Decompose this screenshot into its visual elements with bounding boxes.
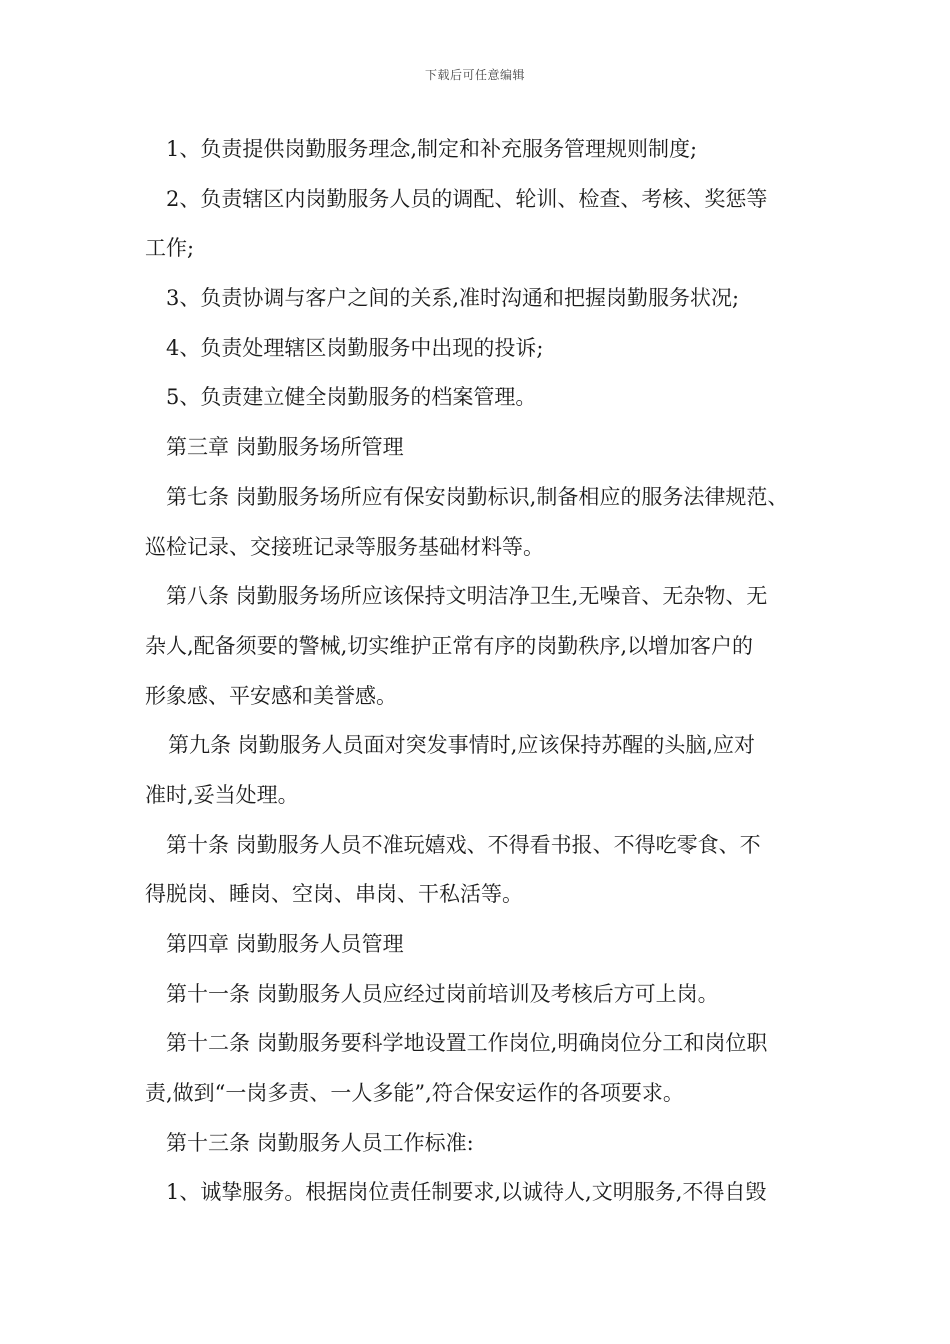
paragraph-line: 杂人,配备须要的警械,切实维护正常有序的岗勤秩序,以增加客户的 [145,633,754,658]
paragraph-line: 第十三条 岗勤服务人员工作标准: [166,1130,474,1155]
paragraph-line: 工作; [145,236,195,261]
paragraph-line: 得脱岗、睡岗、空岗、串岗、干私活等。 [145,882,523,907]
paragraph-line: 第十二条 岗勤服务要科学地设置工作岗位,明确岗位分工和岗位职 [166,1031,768,1056]
paragraph-line: 第八条 岗勤服务场所应该保持文明洁净卫生,无噪音、无杂物、无 [166,584,768,609]
paragraph-line: 2、负责辖区内岗勤服务人员的调配、轮训、检查、考核、奖惩等 [166,186,768,211]
chapter-heading: 第四章 岗勤服务人员管理 [166,932,404,956]
paragraph-line: 准时,妥当处理。 [145,782,299,807]
paragraph-line: 3、负责协调与客户之间的关系,准时沟通和把握岗勤服务状况; [166,286,740,311]
paragraph-line: 形象感、平安感和美誉感。 [145,683,397,708]
paragraph-line: 巡检记录、交接班记录等服务基础材料等。 [145,534,544,559]
chapter-heading: 第三章 岗勤服务场所管理 [166,435,404,460]
paragraph-line: 1、诚挚服务。根据岗位责任制要求,以诚待人,文明服务,不得自毁 [166,1180,767,1205]
paragraph-line: 4、负责处理辖区岗勤服务中出现的投诉; [166,335,544,360]
paragraph-line: 第十一条 岗勤服务人员应经过岗前培训及考核后方可上岗。 [166,981,719,1006]
paragraph-line: 第九条 岗勤服务人员面对突发事情时,应该保持苏醒的头脑,应对 [168,733,756,758]
paragraph-line: 第十条 岗勤服务人员不准玩嬉戏、不得看书报、不得吃零食、不 [166,832,761,857]
paragraph-line: 5、负责建立健全岗勤服务的档案管理。 [166,385,537,410]
paragraph-line: 责,做到“一岗多责、一人多能”,符合保安运作的各项要求。 [145,1081,684,1106]
page-header-note: 下载后可任意编辑 [424,68,525,82]
paragraph-line: 1、负责提供岗勤服务理念,制定和补充服务管理规则制度; [166,137,698,161]
paragraph-line: 第七条 岗勤服务场所应有保安岗勤标识,制备相应的服务法律规范、 [166,484,789,509]
document-body [145,125,825,1218]
